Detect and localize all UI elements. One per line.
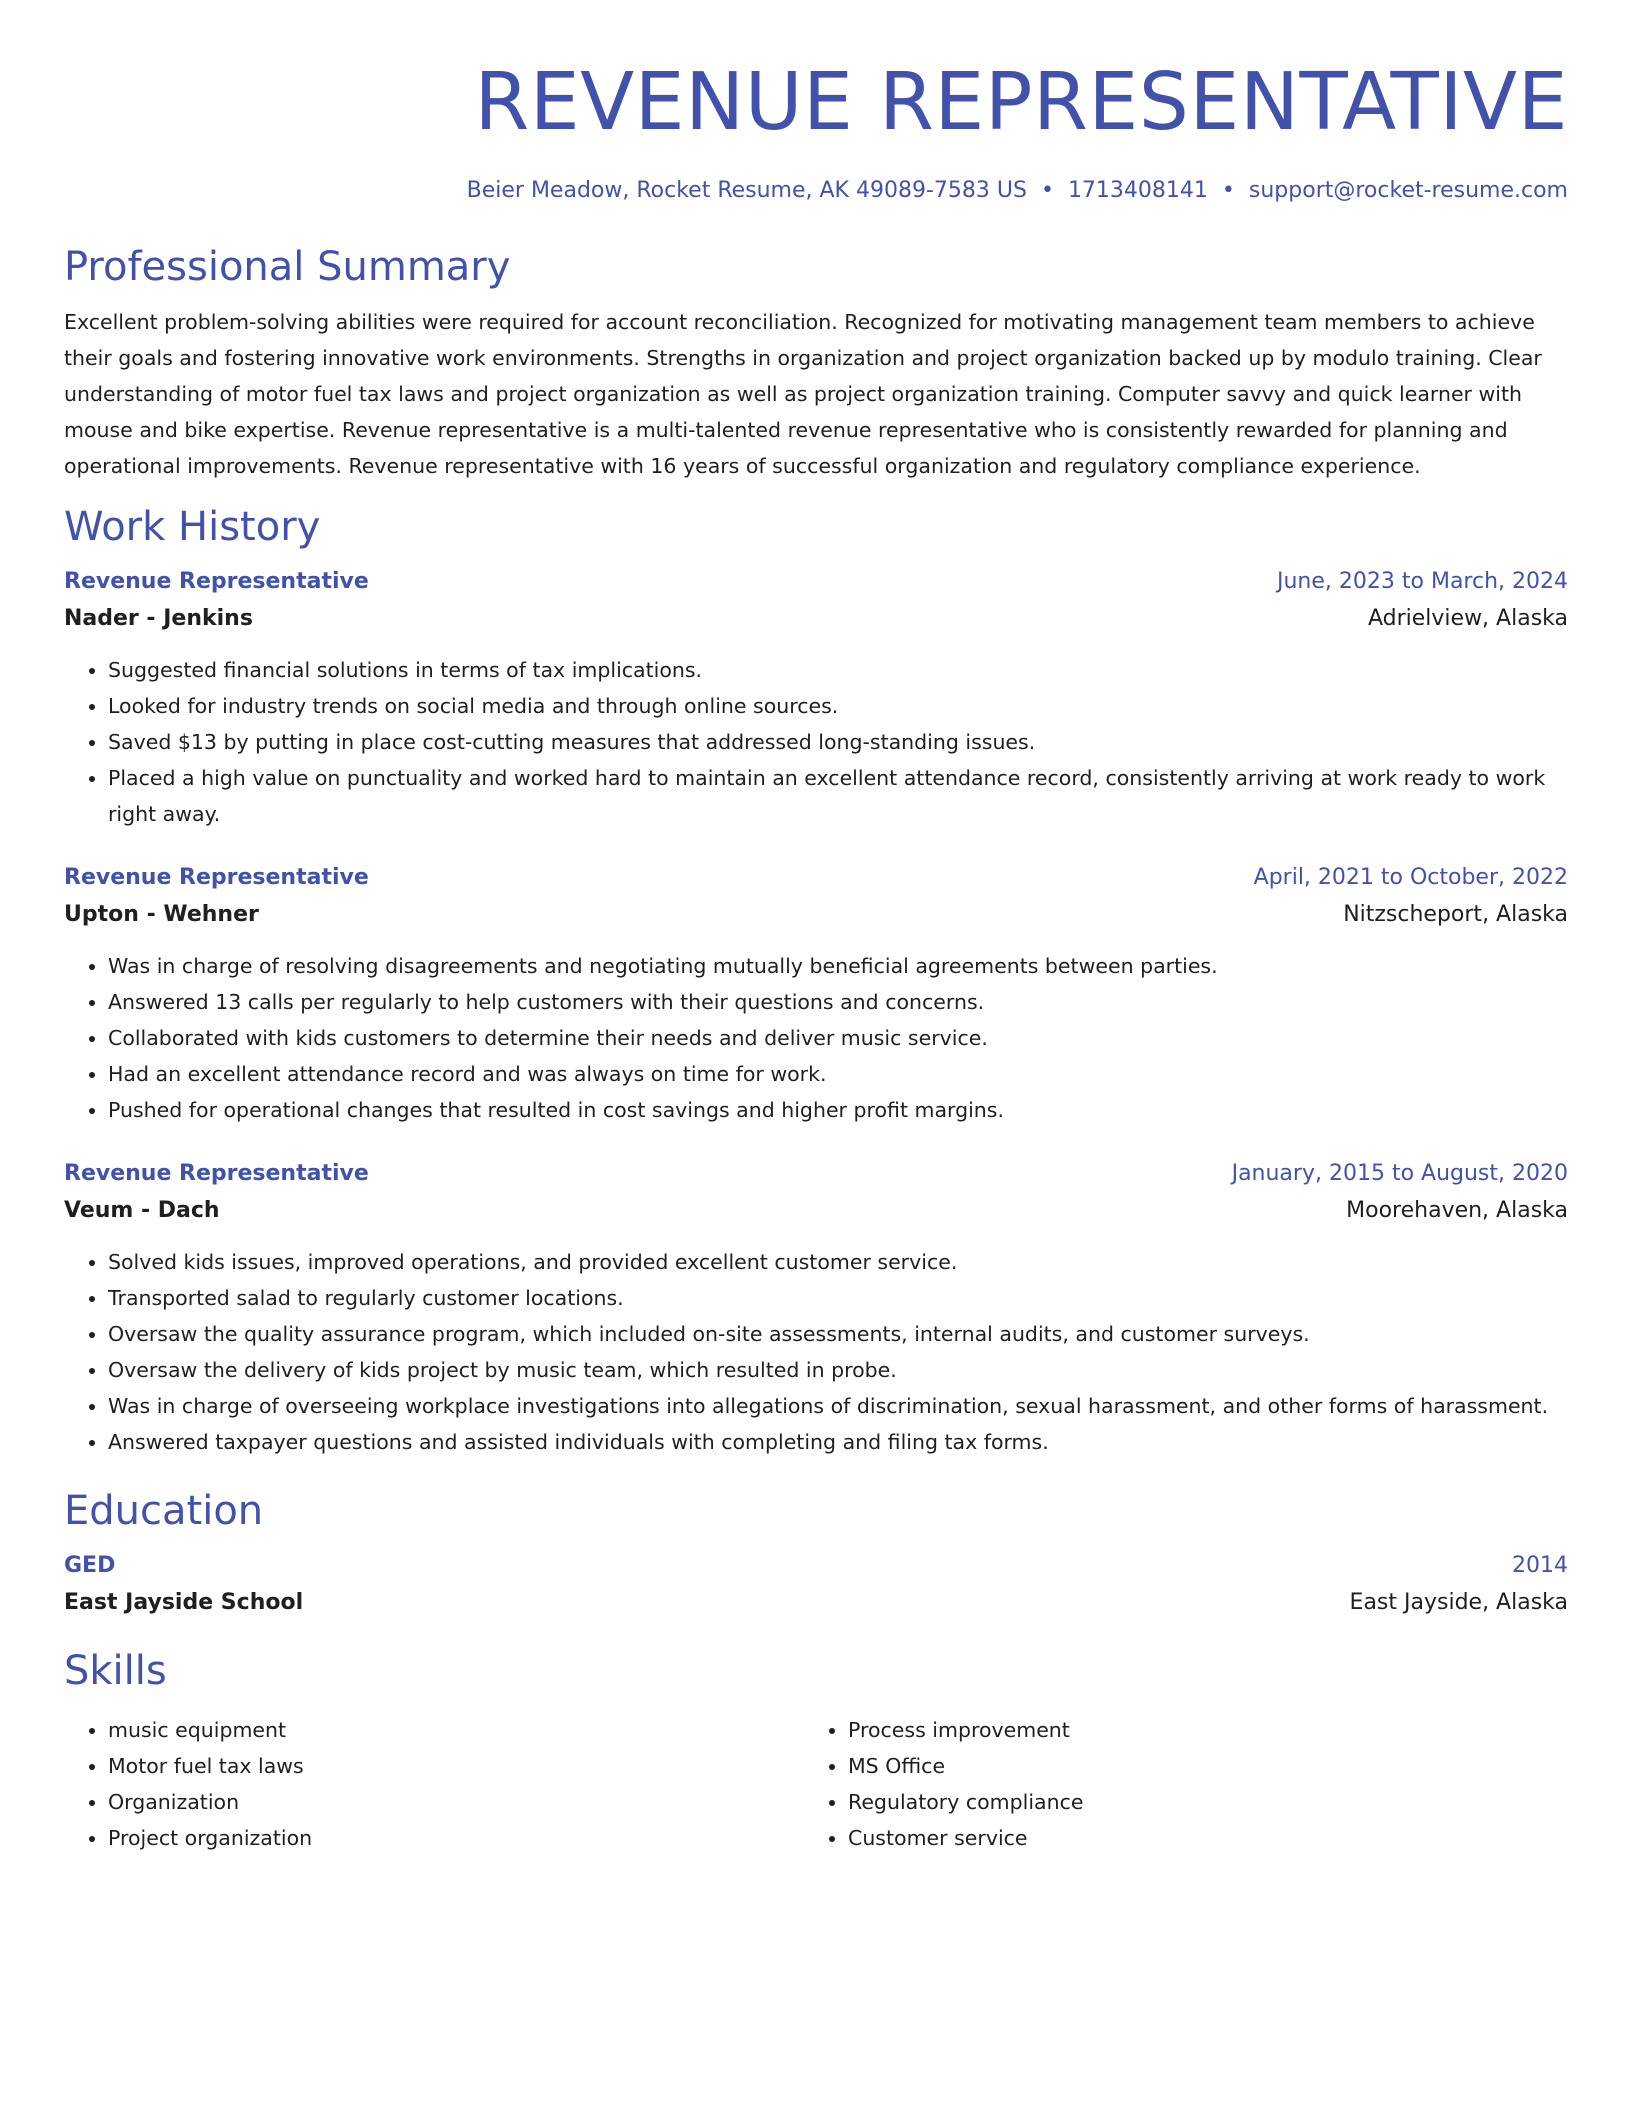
- job-dates: January, 2015 to August, 2020: [1231, 1161, 1568, 1186]
- job-dates: June, 2023 to March, 2024: [1277, 569, 1568, 594]
- education-entry: [64, 1548, 1568, 1622]
- education-degree: GED: [64, 1553, 116, 1578]
- education-degree-row: [64, 1548, 1568, 1584]
- skill-item: • Motor fuel tax laws: [108, 1748, 804, 1784]
- job-duty: • Solved kids issues, improved operations, and provided excellent customer service.: [108, 1244, 1568, 1280]
- summary-heading: Professional Summary: [64, 244, 511, 290]
- job-company-row: [64, 1192, 1568, 1230]
- job-duty: • Had an excellent attendance record and was always on time for work.: [108, 1056, 1568, 1092]
- skill-item: • Project organization: [108, 1820, 804, 1856]
- skills-list: [804, 1712, 1544, 1856]
- job-company: Upton - Wehner: [64, 902, 259, 927]
- education-school: East Jayside School: [64, 1590, 304, 1615]
- education-heading: Education: [64, 1488, 264, 1534]
- contact-separator: •: [1221, 178, 1235, 203]
- education-school-row: [64, 1584, 1568, 1622]
- job-company: Veum - Dach: [64, 1198, 220, 1223]
- job-duty: • Answered taxpayer questions and assisted individuals with completing and filing tax forms.: [108, 1424, 1568, 1460]
- job-company: Nader - Jenkins: [64, 606, 253, 631]
- work-history-heading: Work History: [64, 504, 321, 550]
- job-duties-list: [64, 948, 1568, 1128]
- contact-email: support@rocket-resume.com: [1248, 178, 1568, 203]
- skill-item: • Regulatory compliance: [848, 1784, 1544, 1820]
- education-location: East Jayside, Alaska: [1349, 1590, 1568, 1615]
- job-entry: [64, 860, 1568, 1128]
- skills-list: [64, 1712, 804, 1856]
- contact-separator: •: [1040, 178, 1054, 203]
- skill-item: • Organization: [108, 1784, 804, 1820]
- contact-address: Beier Meadow, Rocket Resume, AK 49089-7583 US: [466, 178, 1027, 203]
- job-location: Nitzscheport, Alaska: [1343, 902, 1568, 927]
- job-duty: • Pushed for operational changes that resulted in cost savings and higher profit margins.: [108, 1092, 1568, 1128]
- skills-section: [64, 1646, 1568, 1856]
- job-company-row: [64, 600, 1568, 638]
- skill-item: • Process improvement: [848, 1712, 1544, 1748]
- job-entry: [64, 564, 1568, 832]
- job-duty: • Looked for industry trends on social media and through online sources.: [108, 688, 1568, 724]
- job-title-row: [64, 860, 1568, 896]
- job-title-row: [64, 564, 1568, 600]
- summary-text: Excellent problem-solving abilities were required for account reconciliation. Recognized for motivating management team members to achieve their goals and fostering innovative work environments. Strengths in organization and project organization backed up by modulo training. Clear understanding of motor fuel tax laws and project organization as well as project organization training. Computer savvy and quick learner with mouse and bike expertise. Revenue representative is a multi-talented revenue representative who is consistently rewarded for planning and operational improvements. Revenue representative with 16 years of successful organization and regulatory compliance experience.: [64, 310, 1542, 478]
- job-duty: • Saved $13 by putting in place cost-cutting measures that addressed long-standing issues.: [108, 724, 1568, 760]
- resume-name: REVENUE REPRESENTATIVE: [474, 56, 1568, 148]
- job-title: Revenue Representative: [64, 569, 369, 594]
- contact-line: [64, 176, 1568, 206]
- job-duty: • Collaborated with kids customers to determine their needs and deliver music service.: [108, 1020, 1568, 1056]
- job-duty: • Oversaw the delivery of kids project by music team, which resulted in probe.: [108, 1352, 1568, 1388]
- job-location: Moorehaven, Alaska: [1346, 1198, 1568, 1223]
- job-duty: • Was in charge of overseeing workplace investigations into allegations of discrimination, sexual harassment, and other forms of harassment.: [108, 1388, 1568, 1424]
- job-duty: • Answered 13 calls per regularly to help customers with their questions and concerns.: [108, 984, 1568, 1020]
- job-location: Adrielview, Alaska: [1367, 606, 1568, 631]
- job-title: Revenue Representative: [64, 1161, 369, 1186]
- skills-columns: [64, 1712, 1568, 1856]
- job-duty: • Oversaw the quality assurance program, which included on-site assessments, internal audits, and customer surveys.: [108, 1316, 1568, 1352]
- job-dates: April, 2021 to October, 2022: [1253, 865, 1568, 890]
- job-duty: • Transported salad to regularly customer locations.: [108, 1280, 1568, 1316]
- job-title: Revenue Representative: [64, 865, 369, 890]
- job-duty: • Placed a high value on punctuality and worked hard to maintain an excellent attendance record, consistently arriving at work ready to work right away.: [108, 760, 1568, 832]
- resume-header: [64, 52, 1568, 206]
- job-company-row: [64, 896, 1568, 934]
- skills-column-left: [64, 1712, 804, 1856]
- skills-column-right: [804, 1712, 1544, 1856]
- contact-phone: 1713408141: [1067, 178, 1208, 203]
- job-duties-list: [64, 652, 1568, 832]
- job-duty: • Suggested financial solutions in terms of tax implications.: [108, 652, 1568, 688]
- skill-item: • MS Office: [848, 1748, 1544, 1784]
- job-title-row: [64, 1156, 1568, 1192]
- education-year: 2014: [1512, 1553, 1568, 1578]
- skill-item: • music equipment: [108, 1712, 804, 1748]
- job-duties-list: [64, 1244, 1568, 1460]
- education-section: [64, 1486, 1568, 1622]
- work-history-section: [64, 502, 1568, 1460]
- job-duty: • Was in charge of resolving disagreements and negotiating mutually beneficial agreements between parties.: [108, 948, 1568, 984]
- skill-item: • Customer service: [848, 1820, 1544, 1856]
- summary-section: [64, 242, 1568, 484]
- skills-heading: Skills: [64, 1648, 167, 1694]
- job-entry: [64, 1156, 1568, 1460]
